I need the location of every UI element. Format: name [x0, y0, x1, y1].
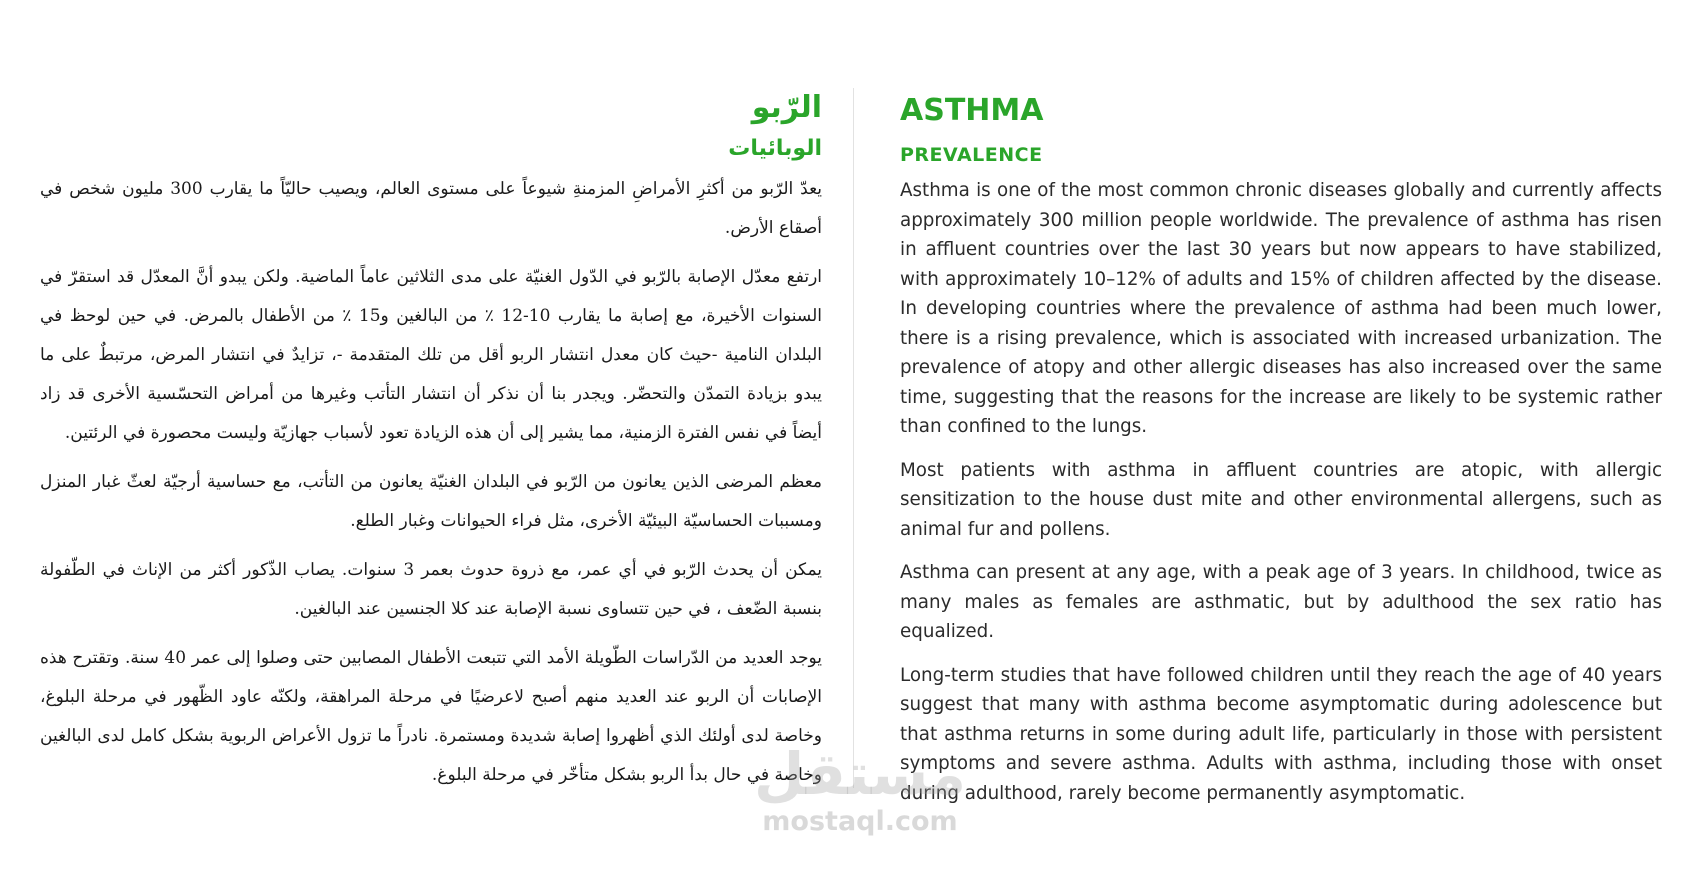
english-column — [900, 90, 1662, 822]
english-title: ASTHMA — [900, 93, 1044, 128]
english-paragraph-3: Asthma can present at any age, with a peak age of 3 years. In childhood, twice as many males as females are asthmatic, but by adulthood the sex ratio has equalized. — [900, 562, 1662, 642]
arabic-paragraph-1: يعدّ الرّبو من أكثرِ الأمراضِ المزمنةِ شيوعاً على مستوى العالم، ويصيب حاليّاً ما يقارب 300 مليون شخص في أصقاع الأرض. — [40, 179, 823, 238]
watermark-logo-text: مستقل — [753, 740, 967, 808]
arabic-paragraph-4: يمكن أن يحدث الرّبو في أي عمر، مع ذروة حدوث بعمر 3 سنوات. يصاب الذّكور أكثر من الإناث في الطّفولة بنسبة الضّعف ، في حين تتساوى نسبة الإصابة عند كلا الجنسين عند البالغين. — [40, 560, 822, 619]
english-paragraph-2: Most patients with asthma in affluent countries are atopic, with allergic sensitization to the house dust mite and other environmental allergens, such as animal fur and pollens. — [900, 459, 1662, 540]
arabic-paragraph-5: يوجد العديد من الدّراسات الطّويلة الأمد التي تتبعت الأطفال المصابين حتى وصلوا إلى عمر 40 سنة. وتقترح هذه الإصابات أن الربو عند العديد منهم أصبح لاعرضيًا في مرحلة المراهقة، ولكنّه عاود الظّهور في مرحلة البلوغ، وخاصة لدى أولئك الذي أظهروا إصابة شديدة ومستمرة. نادراً ما تزول الأعراض الربوية بشكل كامل لدى البالغين وخاصة في حال بدأ الربو بشكل متأخّر في مرحلة البلوغ. — [40, 648, 822, 785]
watermark-site: mostaql.com — [762, 806, 958, 837]
english-subtitle: PREVALENCE — [900, 144, 1043, 166]
column-divider — [853, 88, 854, 788]
arabic-title: الرّبو — [751, 90, 822, 125]
arabic-subtitle: الوبائيات — [728, 136, 822, 161]
arabic-paragraph-2: ارتفع معدّل الإصابة بالرّبو في الدّول الغنيّة على مدى الثلاثين عاماً الماضية. ولكن يبدو أنَّ المعدّل قد استقرّ في السنوات الأخيرة، مع إصابة ما يقارب 10-12 ٪ من البالغين و15 ٪ من الأطفال بالمرض. في حين لوحظ في البلدان النامية -حيث كان معدل انتشار الربو أقل من تلك المتقدمة -، تزايدٌ في انتشار المرض، مرتبطٌ على ما يبدو بزيادة التمدّن والتحضّر. ويجدر بنا أن نذكر أن انتشار التأتب وغيرها من أمراض التحسّسية الأخرى قد زاد أيضاً في نفس الفترة الزمنية، مما يشير إلى أن هذه الزيادة تعود لأسباب جهازيّة وليست محصورة في الرئتين. — [40, 267, 823, 443]
arabic-column — [40, 88, 822, 805]
english-paragraph-1: Asthma is one of the most common chronic diseases globally and currently affects approximately 300 million people worldwide. The prevalence of asthma has risen in affluent countries over the last 30 years but now appears to have stabilized, with approximately 10–12% of adults and 15% of children affected by the disease. In developing countries where the prevalence of asthma had been much lower, there is a rising prevalence, which is associated with increased urbanization. The prevalence of atopy and other allergic diseases has also increased over the same time, suggesting that the reasons for the increase are likely to be systemic rather than confined to the lungs. — [900, 180, 1662, 437]
arabic-paragraph-3: معظم المرضى الذين يعانون من الرّبو في البلدان الغنيّة يعانون من التأتب، مع حساسية أرجيّة لعثّ غبار المنزل ومسببات الحساسيّة البيئيّة الأخرى، مثل فراء الحيوانات وغبار الطلع. — [40, 472, 822, 531]
english-paragraph-4: Long-term studies that have followed children until they reach the age of 40 years suggest that many with asthma become asymptomatic during adolescence but that asthma returns in some during adult life, particularly in those with persistent symptoms and severe asthma. Adults with asthma, including those with onset during adulthood, rarely become permanently asymptomatic. — [900, 664, 1662, 804]
